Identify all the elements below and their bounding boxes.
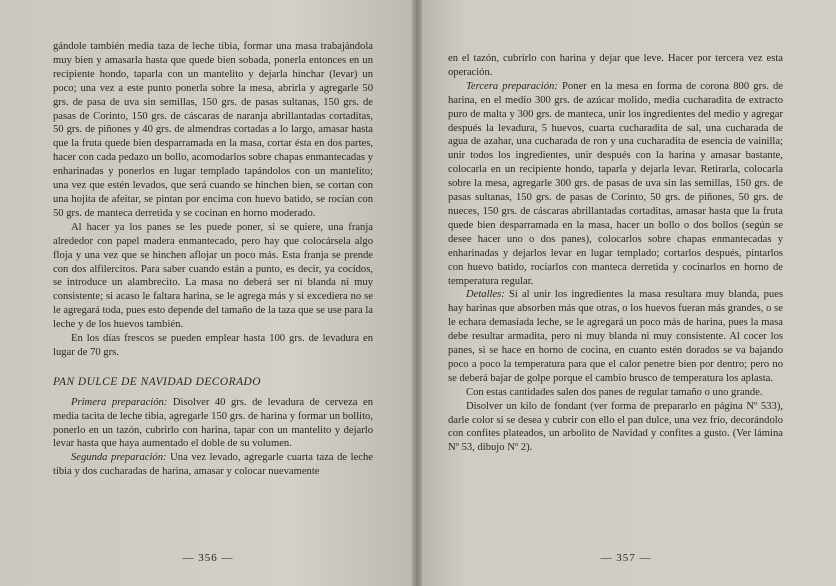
paragraph: Al hacer ya los panes se les puede poner, si se quiere, una franja alrededor con papel madera enmantecado, pero hay que colocársela algo floja y una vez que se hinchen aflojar un poco más. Esta franja se prende con dos alfilercitos. Para saber cuando están a punto, es decir, ya cocidos, se introduce un alambrecito. La masa no deberá ser ni blanda ni muy consistente; si acaso le faltara harina, se le agrega más y si excediera no se le agregará toda, pues esto depende del tamaño de la taza que se use para la leche y de los huevos también. bbox=[53, 221, 373, 331]
left-page bbox=[0, 0, 416, 586]
paragraph bbox=[53, 451, 373, 479]
step-text: Disolver 40 grs. de levadura de cerveza en media tacita de leche tibia, agregarle 150 grs. de harina y formar un bollito, ponerlo en un tazón, cubrirlo con harina, tapar con un mantelito y dejarlo levar hasta que haya aumentado el doble de su volumen. bbox=[53, 396, 373, 450]
left-page-text bbox=[53, 40, 373, 479]
step-label: Segunda preparación: bbox=[71, 452, 167, 464]
step-label: Primera preparación: bbox=[71, 396, 168, 408]
step-text: Una vez levado, agregarle cuarta taza de leche tibia y dos cucharadas de harina, amasar y colocar nuevamente bbox=[53, 452, 374, 478]
paragraph: gándole también media taza de leche tibia, formar una masa trabajándola muy bien y amasarla hasta que quede bien sobada, ponerla entonces en un recipiente hondo, taparla con un mantelito y dejarla hinchar (levar) un poco; una vez a este punto ponerla sobre la mesa, abrirla y agregarle 50 grs. de pasa de uva sin semillas, 150 grs. de pasas sultanas, 150 grs. de pasas de Corinto, 150 grs. de cáscaras de naranja abrillantadas cortaditas, 50 grs. de piñones y 40 grs. de almendras cortadas a lo largo, amasar hasta que la fruta quede bien desparramada en la masa, cortar ésta en dos partes, hacer con cada pedazo un bollo, acomodarlos sobre chapas enmantecadas y enharinadas y ponerlos en lugar templado tapándolos con un mantelito; una vez que estén levados, que será cuando se hinchen bien, se cortan con una hojita de afeitar, se pintan por encima con huevo batido, se rocían con 50 grs. de manteca derretida y se cocinan en horno moderado. bbox=[53, 41, 373, 219]
right-page bbox=[416, 0, 836, 586]
paragraph bbox=[448, 80, 783, 289]
paragraph bbox=[448, 288, 783, 385]
right-page-text bbox=[448, 52, 783, 455]
book-gutter bbox=[412, 0, 422, 586]
step-label: Detalles: bbox=[466, 289, 505, 301]
page-number: — 356 — bbox=[182, 552, 234, 564]
step-text: Si al unir los ingredientes la masa resultara muy blanda, pues hay harinas que absorben más que otras, o los huevos fueran más grandes, o se le echara demasiada leche, se le agregará un poco más de harina, pues la masa debe resultar armadita, pero ni muy blanda ni muy consistente. Al cocer los panes, si se hace en horno de cocina, en cuanto estén dorados se va bajando poco a poco la temperatura para que el calor penetre bien por dentro; pero no se deberá bajar de golpe porque el cambio brusco de temperatura los aplasta. bbox=[448, 289, 783, 384]
paragraph bbox=[53, 396, 373, 452]
step-text: Poner en la mesa en forma de corona 800 grs. de harina, en el medio 300 grs. de azúcar molido, media cucharadita de extracto puro de malta y 300 grs. de manteca, unir los ingredientes del medio y agregar después la levadura, 5 huevos, cuarta cucharadita de sal, una cucharada de agua de azahar, una cucharada de ron y una cucharadita de esencia de vainilla; unir todos los ingredientes, unir después con la harina y amasar bastante, colocarla en un recipiente hondo, taparla y dejarla levar. Retirarla, colocarla sobre la mesa, agregarle 300 grs. de pasas de uva sin las semillas, 150 grs. de pasas sultanas, 150 grs. de pasas de Corinto, 50 grs. de piñones, 50 grs. de nueces, 150 grs. de cáscaras abrillantadas cortaditas, amasar hasta que la fruta quede bien desparramada en la masa, hacer un bollo o dos bollos (según se desee hacer uno o dos panes), colocarlos sobre chapas enmantecadas y enharinadas y dejarlos levar en lugar templado; cortarlos después, pintarlos con huevo batido, rociarlos con manteca derretida y cocinarlos en horno de temperatura regular. bbox=[448, 80, 784, 287]
paragraph: Disolver un kilo de fondant (ver forma de prepararlo en página Nº 533), darle color si se desea y cubrir con ello el pan dulce, una vez frío, decorándolo con confites plateados, un arbolito de Navidad y confites a gusto. (Ver lámina Nº 53, dibujo Nº 2). bbox=[448, 400, 783, 454]
paragraph: en el tazón, cubrirlo con harina y dejar que leve. Hacer por tercera vez esta operación. bbox=[448, 53, 783, 78]
paragraph: Con estas cantidades salen dos panes de regular tamaño o uno grande. bbox=[466, 386, 763, 398]
recipe-heading: PAN DULCE DE NAVIDAD DECORADO bbox=[53, 375, 261, 388]
paragraph: En los días frescos se pueden emplear hasta 100 grs. de levadura en lugar de 70 grs. bbox=[53, 333, 373, 358]
step-label: Tercera preparación: bbox=[466, 80, 558, 92]
page-number: — 357 — bbox=[600, 552, 652, 564]
